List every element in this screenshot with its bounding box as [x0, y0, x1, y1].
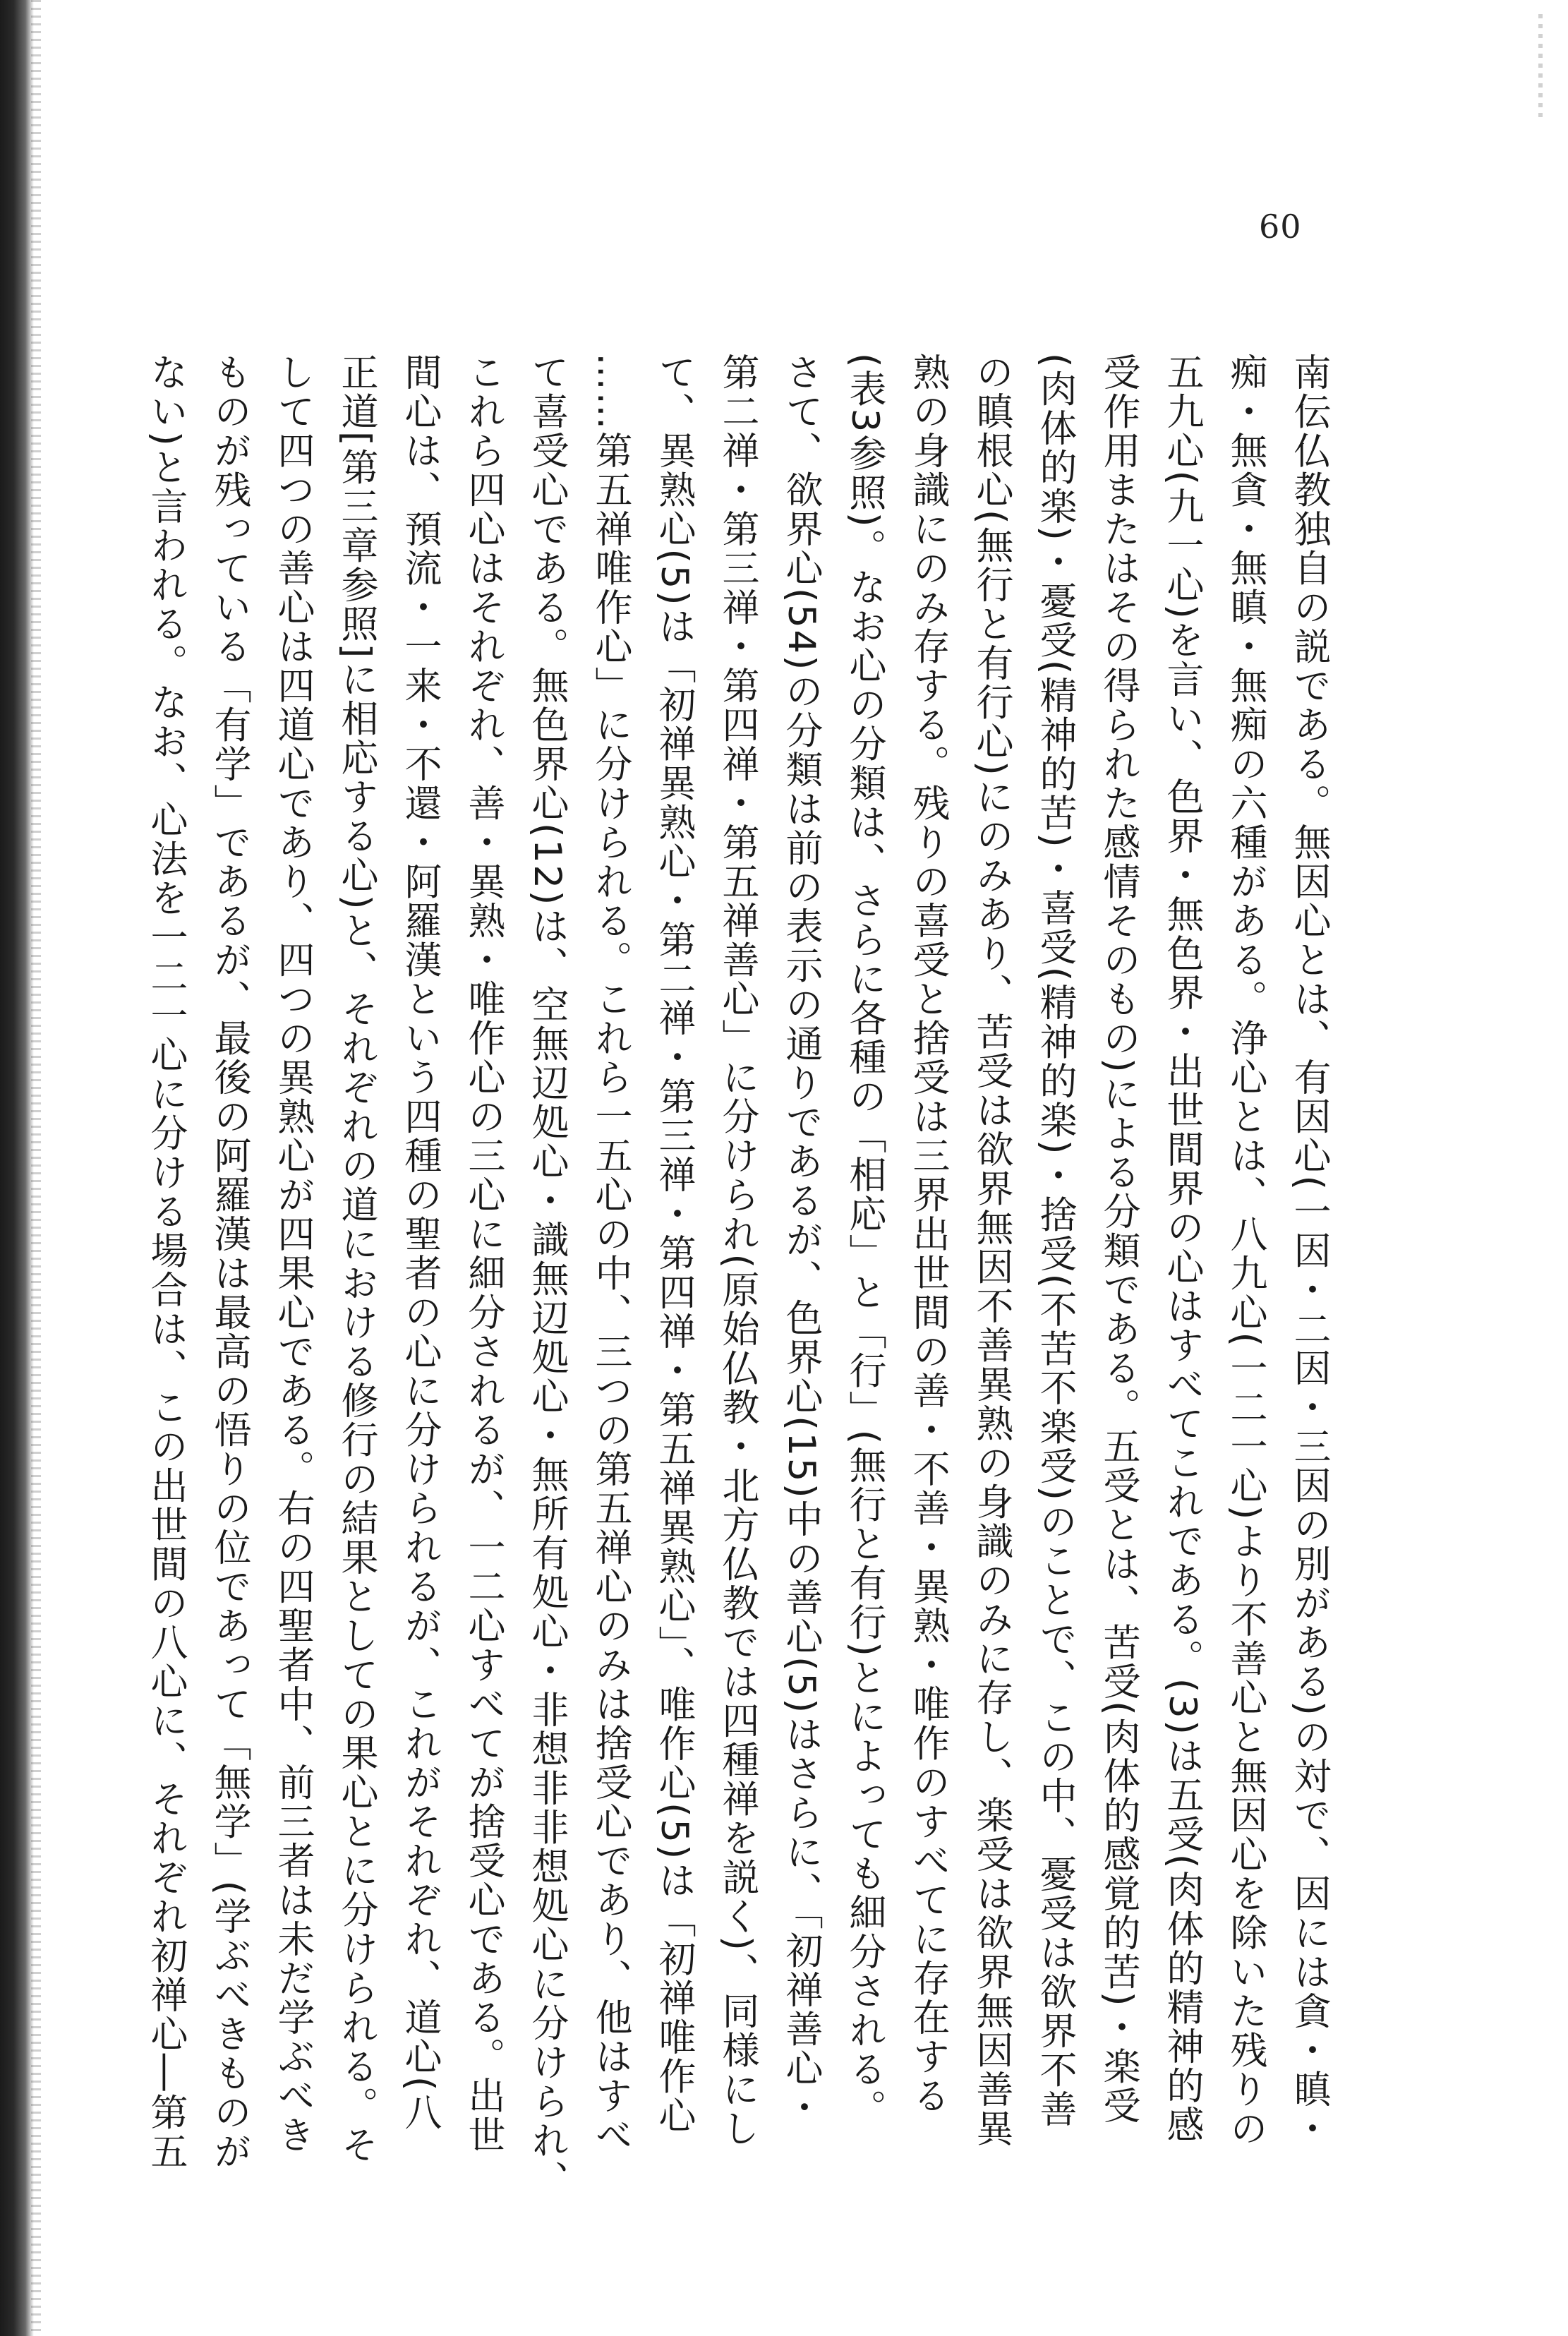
text-line: 痴・無貪・無瞋・無痴の六種がある。浄心とは、八九心(一二一心)より不善心と無因心を除いた残りの — [1224, 353, 1267, 2148]
text-line: 間心は、預流・一来・不還・阿羅漢という四種の聖者の心に分けられるが、これがそれぞれ、道心(八 — [399, 353, 442, 2132]
text-line: ない)と言われる。なお、心法を一二一心に分ける場合は、この出世間の八心に、それぞれ初禅心―第五 — [145, 353, 188, 2172]
text-line: これら四心はそれぞれ、善・異熟・唯作心の三心に細分されるが、一二心すべてが捨受心である。出世 — [462, 353, 505, 2155]
spine-edge-texture — [31, 0, 41, 2336]
text-line: て喜受心である。無色界心(12)は、空無辺処心・識無辺処心・無所有処心・非想非非想処心に分けられ、 — [526, 353, 569, 2200]
text-line: さて、欲界心(54)の分類は前の表示の通りであるが、色界心(15)中の善心(5)はさらに、「初禅善心・ — [780, 353, 823, 2127]
text-line: て、異熟心(5)は「初禅異熟心・第二禅・第三禅・第四禅・第五禅異熟心」、唯作心(5)は「初禅唯作心 — [653, 353, 696, 2136]
page-number: 60 — [1259, 207, 1302, 246]
text-line: 五九心(九一心)を言い、色界・無色界・出世間界の心はすべてこれである。(3)は五受(肉体的精神的感 — [1161, 353, 1204, 2145]
text-line: 南伝仏教独自の説である。無因心とは、有因心(一因・二因・三因の別がある)の対で、因には貪・瞋・ — [1288, 353, 1331, 2148]
text-line: 熟の身識にのみ存する。残りの喜受と捨受は三界出世間の善・不善・異熟・唯作のすべてに存在する — [907, 353, 950, 2116]
text-line: ものが残っている「有学」であるが、最後の阿羅漢は最高の悟りの位であって「無学」(学ぶべきものが — [208, 353, 251, 2172]
text-line: の瞋根心(無行と有行心)にのみあり、苦受は欲界無因不善異熟の身識のみに存し、楽受は欲界無因善異 — [970, 353, 1013, 2148]
text-line: (表3参照)。なお心の分類は、さらに各種の「相応」と「行」(無行と有行)とによっても細分される。 — [843, 353, 886, 2129]
text-line: (肉体的楽)・憂受(精神的苦)・喜受(精神的楽)・捨受(不苦不楽受)のことで、この中、憂受は欲界不善 — [1034, 353, 1077, 2129]
text-line: ……第五禅唯作心」に分けられる。これら一五心の中、三つの第五禅心のみは捨受心であり、他はすべ — [589, 353, 632, 2155]
body-text — [78, 353, 1341, 2200]
text-line: して四つの善心は四道心であり、四つの異熟心が四果心である。右の四聖者中、前三者は未だ学ぶべき — [272, 353, 315, 2155]
book-spine-shadow — [0, 0, 34, 2336]
text-line: 受作用またはその得られた感情そのもの)による分類である。五受とは、苦受(肉体的感覚的苦)・楽受 — [1097, 353, 1140, 2126]
text-line: 正道[第三章参照]に相応する心)と、それぞれの道における修行の結果としての果心とに分けられる。そ — [335, 353, 378, 2165]
text-line: 第二禅・第三禅・第四禅・第五禅善心」に分けられ(原始仏教・北方仏教では四種禅を説く)、同様にし — [716, 353, 759, 2148]
page-edge-marks — [1538, 14, 1543, 120]
